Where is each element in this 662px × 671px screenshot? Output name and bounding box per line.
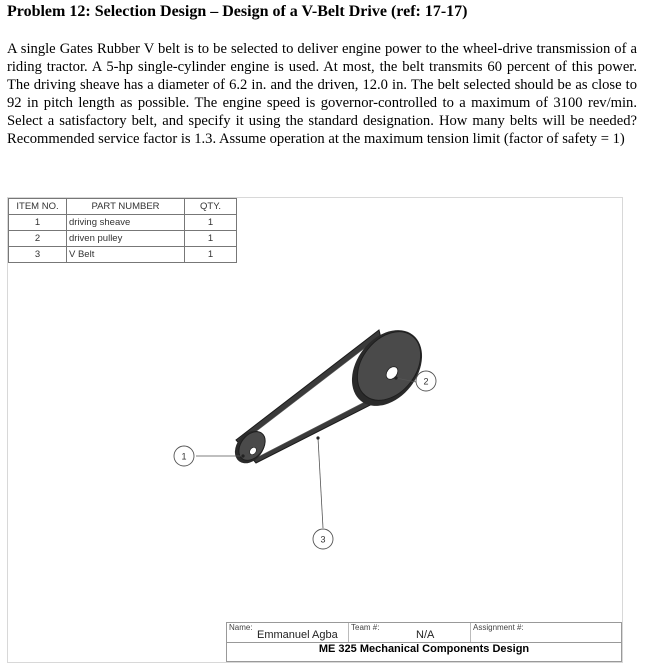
bom-item: 1 — [9, 215, 67, 231]
tb-separator — [348, 623, 349, 642]
bom-item: 2 — [9, 231, 67, 247]
leader-1-dot — [241, 454, 244, 457]
balloon-1 — [174, 446, 194, 466]
name-value: Emmanuel Agba — [257, 629, 338, 641]
bom-part: V Belt — [67, 247, 185, 263]
leader-3 — [318, 438, 323, 528]
bom-part: driving sheave — [67, 215, 185, 231]
bom-item: 3 — [9, 247, 67, 263]
title-block — [226, 622, 622, 662]
assignment-label: Assignment #: — [473, 623, 524, 632]
bom-header-item: ITEM NO. — [9, 199, 67, 215]
name-label: Name: — [229, 623, 253, 632]
problem-statement: A single Gates Rubber V belt is to be selected to deliver engine power to the wheel-drive transmission of a riding tractor. A 5-hp single-cylinder engine is used. At most, the belt transmits 60 percent of this power. The driving sheave has a diameter of 6.2 in. and the driven, 12.0 in. The belt selected should be as close to 92 in pitch length as possible. The engine speed is governor-controlled to a maximum of 3100 rev/min. Select a satisfactory belt, and specify it using the standard designation. How many belts will be needed? Recommended service factor is 1.3. Assume operation at the maximum tension limit (factor of safety = 1) — [7, 41, 637, 147]
tb-separator — [470, 623, 471, 642]
team-label: Team #: — [351, 623, 380, 632]
balloon-2-label: 2 — [423, 376, 429, 387]
balloon-1-label: 1 — [181, 451, 187, 462]
bom-header-part: PART NUMBER — [67, 199, 185, 215]
course-name: ME 325 Mechanical Components Design — [318, 643, 530, 655]
balloon-3-label: 3 — [320, 534, 326, 545]
bom-qty: 1 — [185, 247, 237, 263]
balloon-3 — [313, 529, 333, 549]
bom-part: driven pulley — [67, 231, 185, 247]
problem-title: Problem 12: Selection Design – Design of a V-Belt Drive (ref: 17-17) — [7, 3, 468, 20]
balloon-2 — [416, 371, 436, 391]
leader-2-dot — [394, 376, 397, 379]
bom-qty: 1 — [185, 215, 237, 231]
bom-qty: 1 — [185, 231, 237, 247]
team-value: N/A — [416, 629, 435, 641]
leader-3-dot — [316, 436, 319, 439]
bom-header-qty: QTY. — [185, 199, 237, 215]
